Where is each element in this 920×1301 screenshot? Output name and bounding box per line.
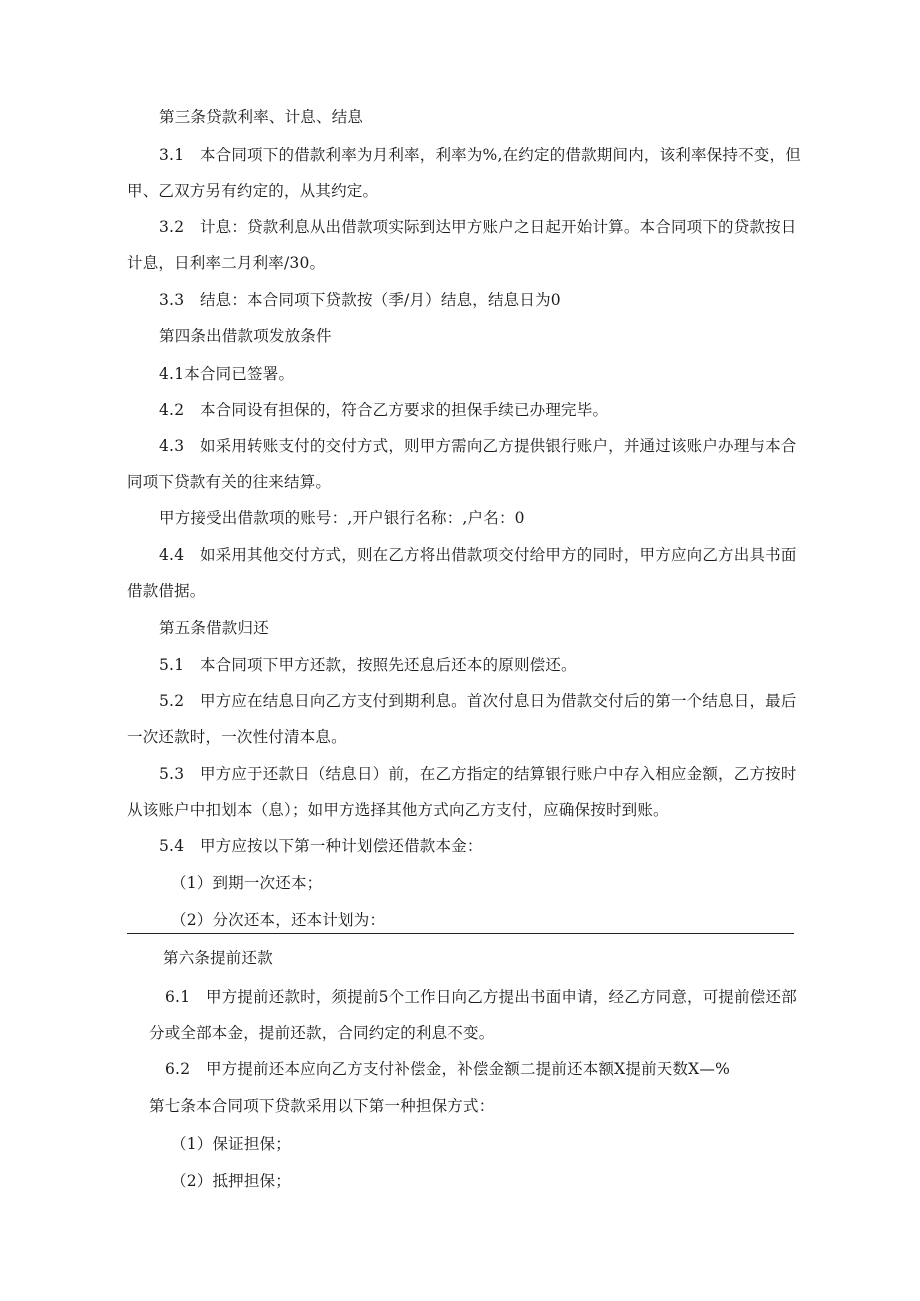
clause-4-4-line-2: 借款借据。	[127, 582, 206, 600]
article-4-heading: 第四条出借款项发放条件	[159, 327, 332, 345]
guarantee-option-2: （2）抵押担保；	[171, 1172, 291, 1190]
clause-4-2: 4.2 本合同设有担保的，符合乙方要求的担保手续已办理完毕。	[159, 401, 609, 419]
clause-3-3: 3.3 结息：本合同项下贷款按（季/月）结息，结息日为0	[159, 291, 561, 309]
clause-3-2-line-1: 3.2 计息：贷款利息从出借款项实际到达甲方账户之日起开始计算。本合同项下的贷款按日	[159, 218, 797, 236]
horizontal-rule	[127, 933, 794, 934]
repay-option-2: （2）分次还本，还本计划为：	[171, 911, 386, 929]
clause-3-1-line-1: 3.1 本合同项下的借款利率为月利率，利率为%,在约定的借款期间内，该利率保持不变，但	[159, 146, 801, 164]
article-6-heading: 第六条提前还款	[163, 949, 273, 967]
clause-3-2-line-2: 计息，日利率二月利率/30。	[127, 254, 326, 272]
clause-4-3-line-2: 同项下贷款有关的往来结算。	[127, 473, 332, 491]
clause-5-2-line-2: 一次还款时，一次性付清本息。	[127, 728, 347, 746]
clause-5-4: 5.4 甲方应按以下第一种计划偿还借款本金：	[159, 837, 483, 855]
clause-5-1: 5.1 本合同项下甲方还款，按照先还息后还本的原则偿还。	[159, 656, 577, 674]
clause-6-1-line-1: 6.1 甲方提前还款时，须提前5个工作日向乙方提出书面申请，经乙方同意，可提前偿还部	[165, 988, 797, 1006]
clause-5-3-line-1: 5.3 甲方应于还款日（结息日）前，在乙方指定的结算银行账户中存入相应金额，乙方按时	[159, 765, 797, 783]
clause-5-2-line-1: 5.2 甲方应在结息日向乙方支付到期利息。首次付息日为借款交付后的第一个结息日，最后	[159, 692, 797, 710]
guarantee-option-1: （1）保证担保；	[171, 1135, 291, 1153]
clause-3-1-line-2: 甲、乙双方另有约定的，从其约定。	[127, 182, 379, 200]
account-info-line: 甲方接受出借款项的账号：,开户银行名称：,户名：0	[159, 509, 525, 527]
article-5-heading: 第五条借款归还	[159, 619, 269, 637]
article-7-heading: 第七条本合同项下贷款采用以下第一种担保方式：	[149, 1097, 495, 1115]
clause-4-4-line-1: 4.4 如采用其他交付方式，则在乙方将出借款项交付给甲方的同时，甲方应向乙方出具书面	[159, 546, 797, 564]
clause-4-1: 4.1本合同已签署。	[159, 365, 295, 383]
clause-6-1-line-2: 分或全部本金，提前还款，合同约定的利息不变。	[149, 1024, 495, 1042]
clause-4-3-line-1: 4.3 如采用转账支付的交付方式，则甲方需向乙方提供银行账户，并通过该账户办理与本合	[159, 437, 797, 455]
article-3-heading: 第三条贷款利率、计息、结息	[159, 108, 364, 126]
clause-5-3-line-2: 从该账户中扣划本（息）；如甲方选择其他方式向乙方支付，应确保按时到账。	[127, 801, 669, 819]
clause-6-2: 6.2 甲方提前还本应向乙方支付补偿金，补偿金额二提前还本额X提前天数X—%	[165, 1060, 731, 1078]
repay-option-1: （1）到期一次还本；	[171, 874, 323, 892]
